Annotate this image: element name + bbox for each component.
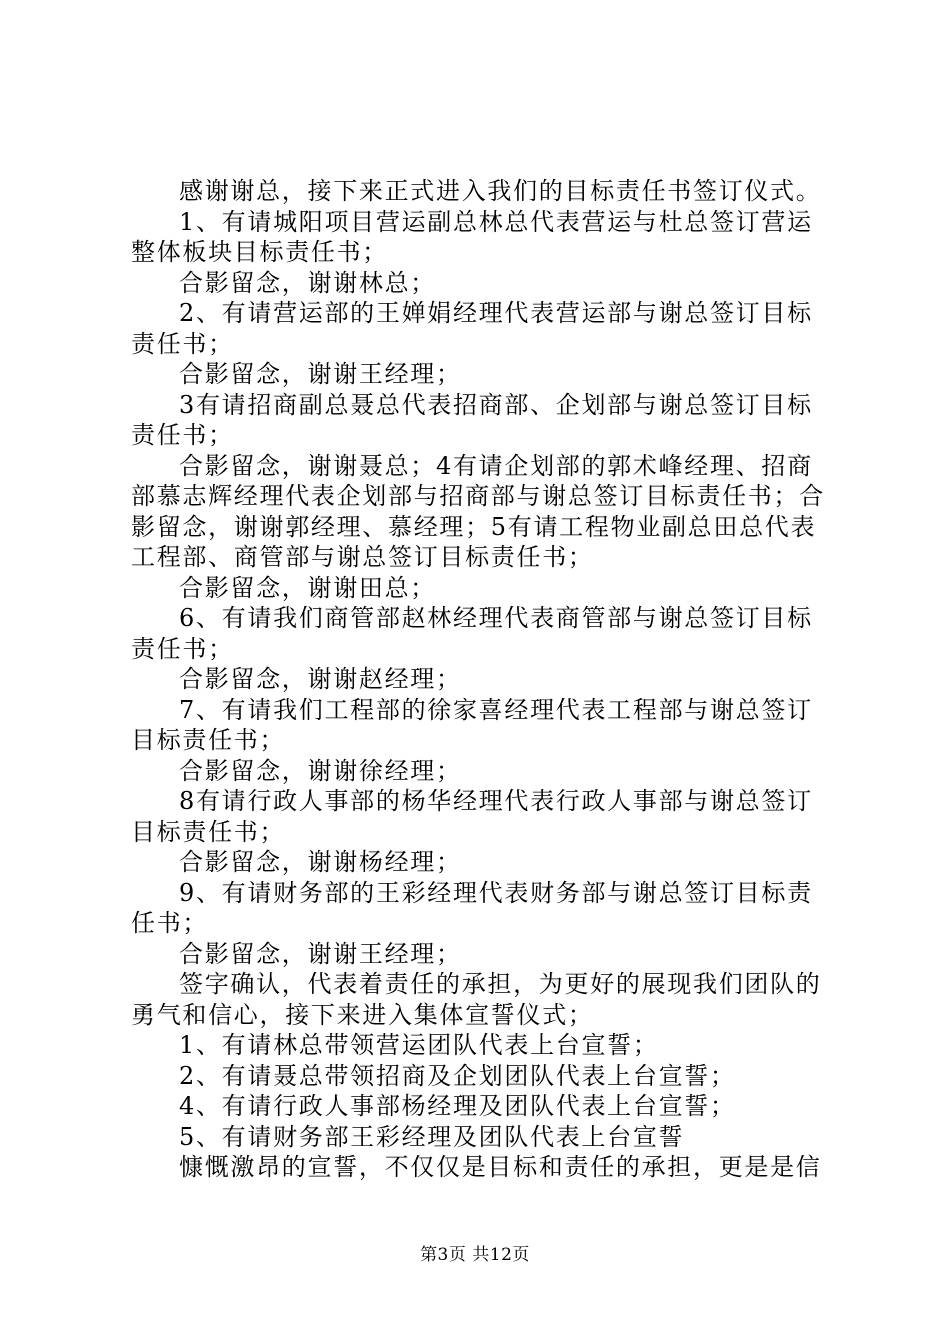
paragraph: 合影留念，谢谢聂总；4有请企划部的郭术峰经理、招商部慕志辉经理代表企划部与招商部与谢总签订目标责任书；合影留念，谢谢郭经理、慕经理；5有请工程物业副总田总代表工程部、商管部与谢总签订目标责任书； (131, 451, 825, 571)
paragraph: 感谢谢总，接下来正式进入我们的目标责任书签订仪式。 (179, 177, 822, 205)
paragraph: 5、有请财务部王彩经理及团队代表上台宣誓 (179, 1122, 685, 1151)
paragraph: 合影留念，谢谢林总； (179, 268, 436, 297)
page-footer: 第3页 共12页 (420, 1245, 530, 1265)
paragraph: 9、有请财务部的王彩经理代表财务部与谢总签订目标责任书； (131, 878, 813, 937)
paragraph: 2、有请聂总带领招商及企划团队代表上台宣誓； (179, 1061, 736, 1090)
paragraph: 6、有请我们商管部赵林经理代表商管部与谢总签订目标责任书； (131, 604, 813, 663)
document-body (131, 176, 831, 1183)
paragraph: 合影留念，谢谢杨经理； (179, 848, 462, 876)
paragraph: 2、有请营运部的王婵娟经理代表营运部与谢总签订目标责任书； (131, 299, 813, 358)
paragraph: 合影留念，谢谢赵经理； (179, 665, 462, 693)
paragraph: 1、有请林总带领营运团队代表上台宣誓； (179, 1031, 659, 1059)
paragraph: 合影留念，谢谢徐经理； (179, 756, 462, 785)
paragraph: 7、有请我们工程部的徐家喜经理代表工程部与谢总签订目标责任书； (131, 695, 813, 754)
paragraph: 1、有请城阳项目营运副总林总代表营运与杜总签订营运整体板块目标责任书； (131, 207, 813, 266)
paragraph: 8有请行政人事部的杨华经理代表行政人事部与谢总签订目标责任书； (131, 787, 813, 846)
paragraph: 合影留念，谢谢田总； (179, 573, 436, 602)
paragraph: 3有请招商副总聂总代表招商部、企划部与谢总签订目标责任书； (131, 390, 813, 449)
paragraph: 合影留念，谢谢王经理； (179, 360, 462, 388)
paragraph: 合影留念，谢谢王经理； (179, 939, 462, 968)
paragraph: 慷慨激昂的宣誓，不仅仅是目标和责任的承担，更是是信 (179, 1153, 822, 1181)
paragraph: 4、有请行政人事部杨经理及团队代表上台宣誓； (179, 1092, 736, 1120)
paragraph: 签字确认，代表着责任的承担，为更好的展现我们团队的勇气和信心，接下来进入集体宣誓仪式； (131, 970, 822, 1029)
